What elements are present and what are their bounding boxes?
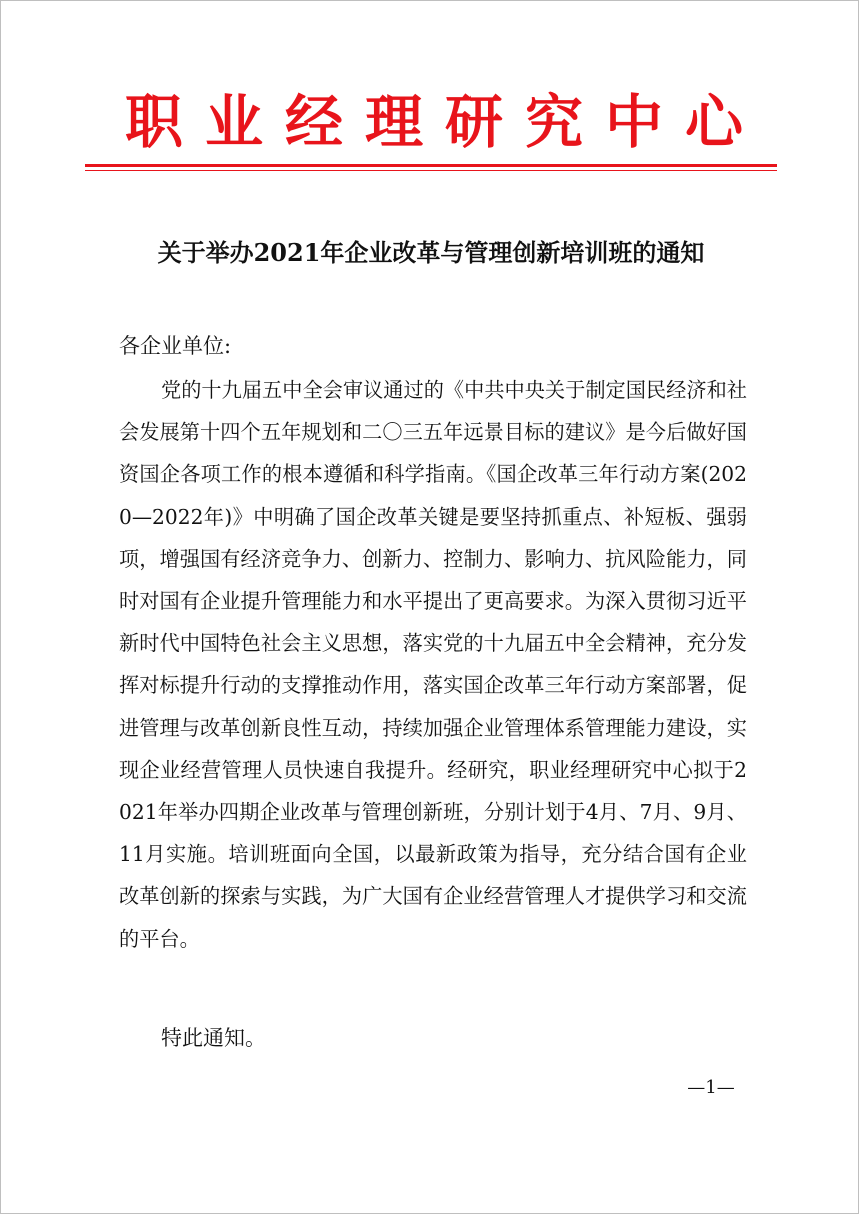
document-title: 关于举办2021年企业改革与管理创新培训班的通知 (157, 238, 705, 267)
letterhead-rule-thick (85, 164, 777, 167)
page-number: —1— (687, 1077, 735, 1098)
salutation: 各企业单位: (119, 334, 232, 358)
letterhead-rule-thin (85, 170, 777, 171)
body-paragraph: 党的十九届五中全会审议通过的《中共中央关于制定国民经济和社会发展第十四个五年规划和二〇三五年远景目标的建议》是今后做好国资国企各项工作的根本遵循和科学指南。《国企改革三年行动方案(2020—2022年)》中明确了国企改革关键是要坚持抓重点、补短板、强弱项，增强国有经济竞争力、创新力、控制力、影响力、抗风险能力，同时对国有企业提升管理能力和水平提出了更高要求。为深入贯彻习近平新时代中国特色社会主义思想，落实党的十九届五中全会精神，充分发挥对标提升行动的支撑推动作用，落实国企改革三年行动方案部署，促进管理与改革创新良性互动，持续加强企业管理体系管理能力建设，实现企业经营管理人员快速自我提升。经研究，职业经理研究中心拟于2021年举办四期企业改革与管理创新班，分别计划于4月、7月、9月、11月实施。培训班面向全国，以最新政策为指导，充分结合国有企业改革创新的探索与实践，为广大国有企业经营管理人才提供学习和交流的平台。 (119, 378, 747, 951)
letterhead-title: 职业经理研究中心 (125, 88, 766, 156)
closing-line: 特此通知。 (161, 1026, 266, 1050)
